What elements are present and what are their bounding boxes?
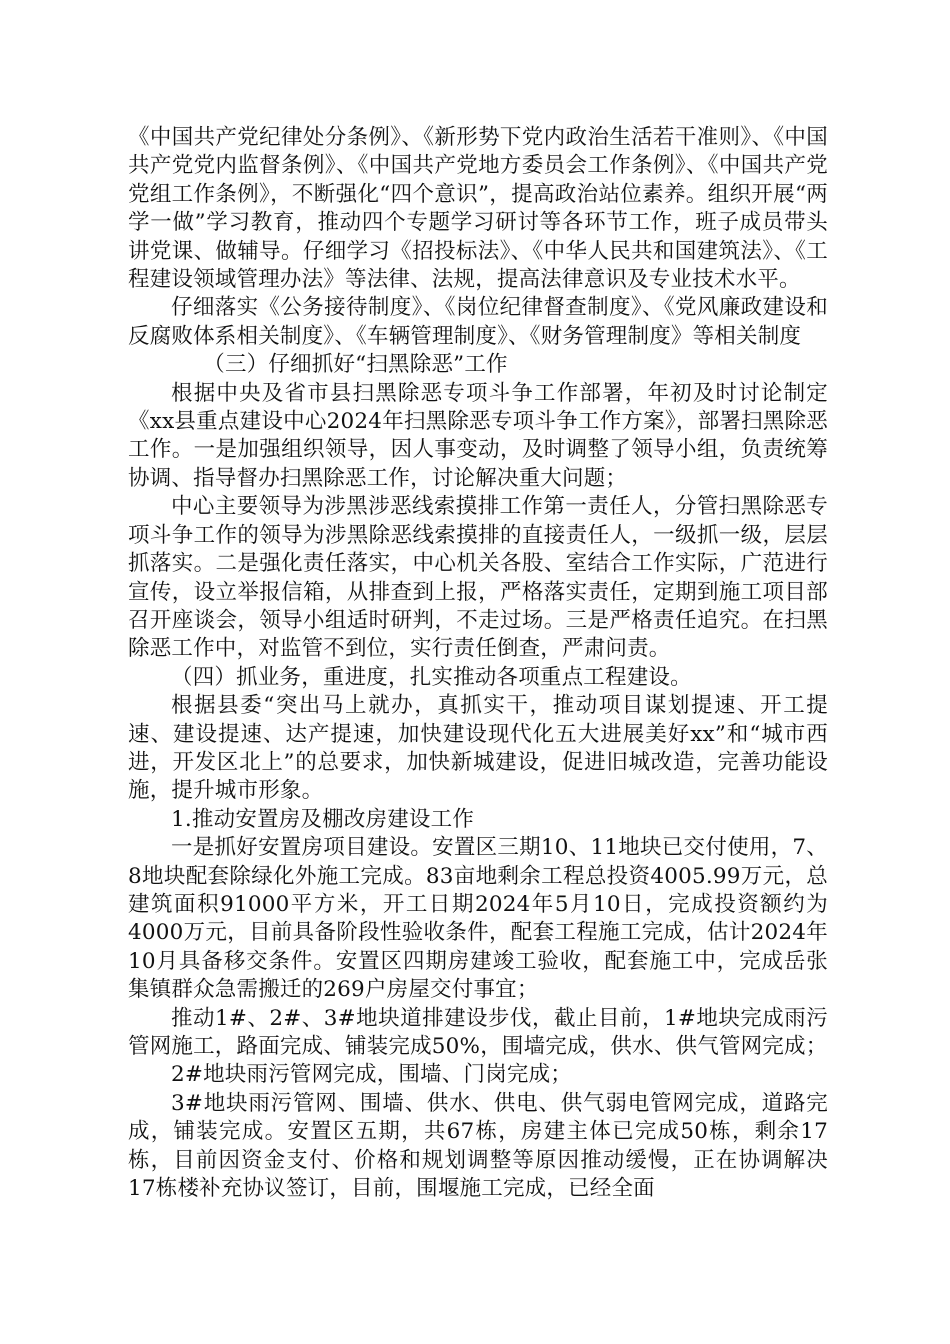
paragraph-party-regulations: 《中国共产党纪律处分条例》、《新形势下党内政治生活若干准则》、《中国共产党党内监督条例》、《中国共产党地方委员会工作条例》、《中国共产党党组工作条例》，不断强化“四个意识”，提高政治站位素养。组织开展“两学一做”学习教育，推动四个专题学习研讨等各环节工作，班子成员带头讲党课、做辅导。仔细学习《招投标法》、《中华人民共和国建筑法》、《工程建设领域管理办法》等法律、法规，提高法律意识及专业技术水平。 bbox=[128, 125, 828, 293]
section-heading-four: （四）抓业务，重进度，扎实推动各项重点工程建设。 bbox=[171, 664, 692, 690]
paragraph-resettlement-housing: 一是抓好安置房项目建设。安置区三期10、11地块已交付使用，7、8地块配套除绿化外施工完成。83亩地剩余工程总投资4005.99万元，总建筑面积91000平方米，开工日期2024年5月10日，完成投资额约为4000万元，目前具备阶段性验收条件，配套工程施工完成，估计2024年10月具备移交条件。安置区四期房建竣工验收，配套施工中，完成岳张集镇群众急需搬迁的269户房屋交付事宜； bbox=[128, 835, 828, 1003]
document-body bbox=[128, 124, 828, 1203]
paragraph-plot-1: 推动1#、2#、3#地块道排建设步伐，截止目前，1#地块完成雨污管网施工，路面完成、铺装完成50%，围墙完成，供水、供气管网完成； bbox=[128, 1005, 828, 1059]
subsection-heading-1: 1.推动安置房及棚改房建设工作 bbox=[171, 806, 475, 832]
paragraph-county-requirements: 根据县委“突出马上就办，真抓实干，推动项目谋划提速、开工提速、建设提速、达产提速，加快建设现代化五大进展美好xx”和“城市西进，开发区北上”的总要求，加快新城建设，促进旧城改造，完善功能设施，提升城市形象。 bbox=[128, 693, 828, 804]
section-heading-three: （三）仔细抓好“扫黑除恶”工作 bbox=[203, 352, 508, 378]
paragraph-anti-crime-plan: 根据中央及省市县扫黑除恶专项斗争工作部署，年初及时讨论制定《xx县重点建设中心2024年扫黑除恶专项斗争工作方案》，部署扫黑除恶工作。一是加强组织领导，因人事变动，及时调整了领导小组，负责统筹协调、指导督办扫黑除恶工作，讨论解决重大问题； bbox=[128, 380, 828, 491]
paragraph-plot-2: 2#地块雨污管网完成，围墙、门岗完成； bbox=[171, 1062, 572, 1088]
paragraph-responsibility: 中心主要领导为涉黑涉恶线索摸排工作第一责任人，分管扫黑除恶专项斗争工作的领导为涉黑除恶线索摸排的直接责任人，一级抓一级，层层抓落实。二是强化责任落实，中心机关各股、室结合工作实际，广范进行宣传，设立举报信箱，从排查到上报，严格落实责任，定期到施工项目部召开座谈会，领导小组适时研判，不走过场。三是严格责任追究。在扫黑除恶工作中，对监管不到位，实行责任倒查，严肃问责。 bbox=[128, 494, 828, 662]
paragraph-implement-rules: 仔细落实《公务接待制度》、《岗位纪律督查制度》、《党风廉政建设和反腐败体系相关制度》、《车辆管理制度》、《财务管理制度》等相关制度 bbox=[128, 295, 828, 349]
paragraph-plot-3: 3#地块雨污管网、围墙、供水、供电、供气弱电管网完成，道路完成，铺装完成。安置区五期，共67栋，房建主体已完成50栋，剩余17栋，目前因资金支付、价格和规划调整等原因推动缓慢，正在协调解决17栋楼补充协议签订，目前，围堰施工完成，已经全面 bbox=[128, 1090, 828, 1202]
